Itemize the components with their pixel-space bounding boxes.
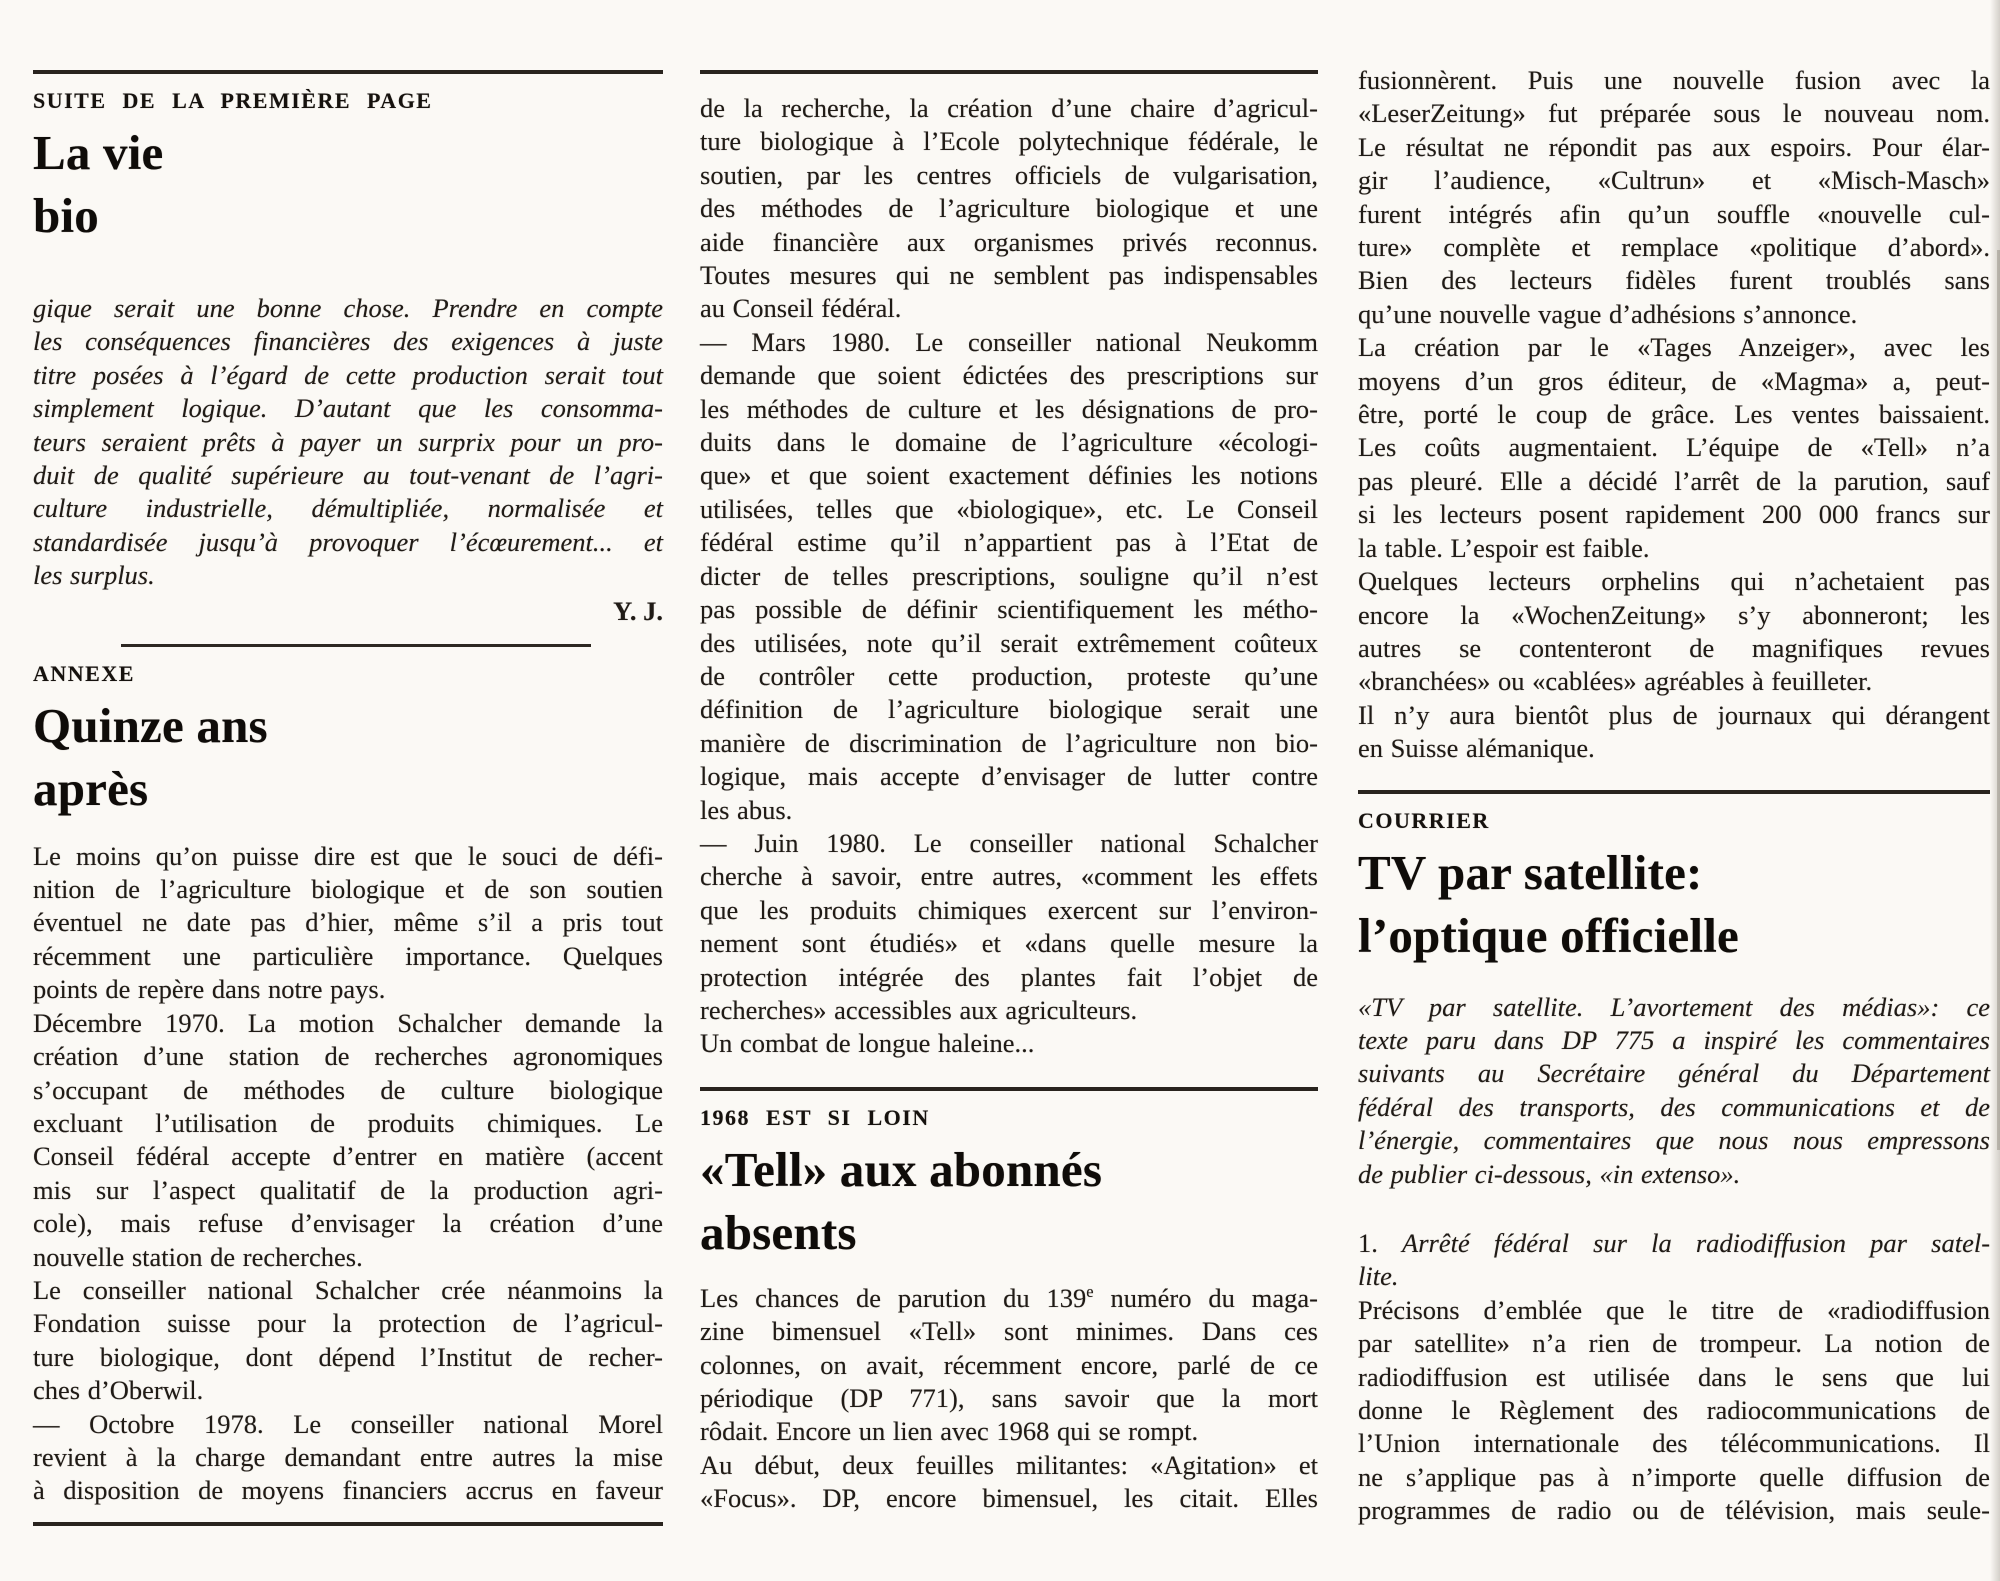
text-line: protection intégrée des plantes fait l’objet de <box>700 961 1318 992</box>
text-line: Un combat de longue haleine... <box>700 1028 1035 1059</box>
text-line: moyens d’un gros éditeur, de «Magma» a, peut- <box>1358 365 1990 396</box>
article-headline <box>1358 841 1990 967</box>
text-line: soutien, par les centres officiels de vulgarisation, <box>700 159 1318 190</box>
text-line: programmes de radio ou de télévision, mais seule- <box>1358 1495 1990 1526</box>
text-line: «TV par satellite. L’avortement des médias»: ce <box>1358 991 1990 1022</box>
superscript-text: e <box>1086 1281 1094 1301</box>
text-line: des méthodes de l’agriculture biologique et une <box>700 193 1318 224</box>
section-kicker: COURRIER <box>1358 807 1490 833</box>
text-line <box>1358 1260 1990 1293</box>
text-line: que les produits chimiques exercent sur l’environ- <box>700 894 1318 925</box>
text-line: manière de discrimination de l’agriculture non bio- <box>700 727 1318 758</box>
separator-rule <box>1358 790 1990 794</box>
scan-edge-artifact <box>1990 0 2000 1581</box>
text-line: s’occupant de méthodes de culture biologique <box>33 1074 663 1105</box>
text-line: donne le Règlement des radiocommunications de <box>1358 1395 1990 1425</box>
text-segment: Les chances de parution du 139 <box>700 1282 1087 1313</box>
text-line: excluant l’utilisation de produits chimiques. Le <box>33 1107 663 1138</box>
lead-italic-text <box>33 292 663 593</box>
text-line: Bien des lecteurs fidèles furent troublés sans <box>1358 265 1990 296</box>
headline-line: Quinze ans <box>33 697 268 753</box>
text-line: de publier ci-dessous, «in extenso». <box>1358 1158 1741 1189</box>
text-line: Les coûts augmentaient. L’équipe de «Tell» n’a <box>1358 432 1990 463</box>
text-line: zine bimensuel «Tell» sont minimes. Dans ces <box>700 1316 1318 1347</box>
text-segment: numéro du maga- <box>1093 1282 1318 1313</box>
text-line: que» et que soient exactement définies les notions <box>700 460 1318 491</box>
section-kicker: SUITE DE LA PREMIÈRE PAGE <box>33 88 433 113</box>
text-line: Le moins qu’on puisse dire est que le souci de défi- <box>33 840 663 871</box>
text-line: fusionnèrent. Puis une nouvelle fusion avec la <box>1358 65 1990 95</box>
text-line: ches d’Oberwil. <box>33 1375 204 1406</box>
headline-line: «Tell» aux abonnés <box>700 1141 1103 1197</box>
text-line: les abus. <box>700 794 793 825</box>
body-text <box>700 92 1318 1061</box>
column-middle <box>700 0 1318 1516</box>
text-line: radiodiffusion est utilisée dans le sens que lui <box>1358 1361 1990 1392</box>
text-line: si les lecteurs posent rapidement 200 000 francs sur <box>1358 499 1990 530</box>
text-line: fédéral estime qu’il n’appartient pas à l’Etat de <box>700 527 1318 558</box>
text-line: nition de l’agriculture biologique et de son soutien <box>33 874 663 905</box>
text-line: la table. L’espoir est faible. <box>1358 532 1650 563</box>
author-signature: Y. J. <box>613 595 663 626</box>
text-line: au Conseil fédéral. <box>700 293 902 324</box>
text-line: Précisons d’emblée que le titre de «radiodiffusion <box>1358 1294 1990 1325</box>
headline-line: TV par satellite: <box>1358 844 1703 900</box>
text-line: teurs seraient prêts à payer un surprix pour un pro- <box>33 426 663 457</box>
text-line: Quelques lecteurs orphelins qui n’achetaient pas <box>1358 566 1990 597</box>
text-line: Conseil fédéral accepte d’entrer en matière (accent <box>33 1141 663 1172</box>
text-line: nouvelle station de recherches. <box>33 1241 363 1272</box>
body-text <box>33 840 663 1508</box>
text-line: rôdait. Encore un lien avec 1968 qui se rompt. <box>700 1416 1199 1447</box>
article-headline <box>33 694 663 820</box>
text-line: les surplus. <box>33 560 155 591</box>
text-line: — Juin 1980. Le conseiller national Schalcher <box>700 827 1318 858</box>
headline-line: La vie <box>33 125 164 180</box>
column-left <box>33 0 663 1526</box>
text-line: revient à la charge demandant entre autres la mise <box>33 1441 663 1472</box>
text-line: ture biologique à l’Ecole polytechnique fédérale, le <box>700 126 1318 157</box>
text-line: demande que soient édictées des prescriptions sur <box>700 360 1318 391</box>
text-line: gique serait une bonne chose. Prendre en compte <box>33 293 663 323</box>
text-line: par satellite» n’a rien de trompeur. La notion de <box>1358 1328 1990 1359</box>
text-line: création d’une station de recherches agronomiques <box>33 1041 663 1072</box>
separator-rule <box>121 644 591 647</box>
text-line: les conséquences financières des exigences à juste <box>33 326 663 357</box>
italic-text-segment: lite. <box>1358 1261 1399 1292</box>
text-line: mis sur l’aspect qualitatif de la production agri- <box>33 1174 663 1205</box>
text-line: Le résultat ne répondit pas aux espoirs. Pour élar- <box>1358 131 1990 162</box>
text-line: ture biologique, dont dépend l’Institut de recher- <box>33 1341 663 1372</box>
text-line: furent intégrés afin qu’un souffle «nouvelle cul- <box>1358 198 1990 229</box>
text-line: ture» complète et remplace «politique d’abord». <box>1358 232 1990 263</box>
headline-line: bio <box>33 188 99 243</box>
text-line: titre posées à l’égard de cette production serait tout <box>33 359 663 390</box>
text-segment: 1. <box>1358 1227 1403 1258</box>
text-line: de la recherche, la création d’une chaire d’agricul- <box>700 93 1318 123</box>
text-line: l’Union internationale des télécommunications. Il <box>1358 1428 1990 1459</box>
headline-line: absents <box>700 1204 857 1260</box>
section-kicker: 1968 EST SI LOIN <box>700 1104 930 1130</box>
text-line: autres se contenteront de magnifiques revues <box>1358 632 1990 663</box>
text-line: duits dans le domaine de l’agriculture «écologi- <box>700 427 1318 458</box>
text-line: en Suisse alémanique. <box>1358 733 1595 764</box>
italic-text-segment: Arrêté fédéral sur la radiodiffusion par satel- <box>1402 1227 1991 1258</box>
top-rule <box>700 70 1318 74</box>
body-text <box>700 1282 1318 1516</box>
top-rule <box>33 70 663 74</box>
text-line: être, porté le coup de grâce. Les ventes baissaient. <box>1358 399 1990 430</box>
headline-line: après <box>33 760 149 816</box>
text-line: récemment une particulière importance. Quelques <box>33 940 663 971</box>
text-line: Décembre 1970. La motion Schalcher demande la <box>33 1007 663 1038</box>
text-line: standardisée jusqu’à provoquer l’écœurement... et <box>33 526 663 557</box>
text-line: simplement logique. D’autant que les consomma- <box>33 393 663 424</box>
text-line: à disposition de moyens financiers accrus en faveur <box>33 1475 663 1506</box>
text-line: l’énergie, commentaires que nous nous empressons <box>1358 1125 1990 1156</box>
text-line: logique, mais accepte d’envisager de lutter contre <box>700 761 1318 792</box>
text-line: des utilisées, note qu’il serait extrêmement coûteux <box>700 627 1318 658</box>
article-headline <box>700 1138 1318 1264</box>
text-line: de contrôler cette production, proteste qu’une <box>700 660 1318 691</box>
body-text <box>1358 1227 1990 1528</box>
text-line: définition de l’agriculture biologique serait une <box>700 694 1318 725</box>
text-line: «LeserZeitung» fut préparée sous le nouveau nom. <box>1358 98 1990 129</box>
text-line: éventuel ne date pas d’hier, même s’il a pris tout <box>33 907 663 938</box>
text-line: périodique (DP 771), sans savoir que la mort <box>700 1383 1318 1413</box>
headline-line: l’optique officielle <box>1358 907 1739 963</box>
text-line <box>700 1282 1318 1315</box>
text-line: Toutes mesures qui ne semblent pas indispensables <box>700 260 1318 291</box>
text-line: cole), mais refuse d’envisager la création d’une <box>33 1208 663 1239</box>
text-line: aide financière aux organismes privés reconnus. <box>700 226 1318 257</box>
text-line: texte paru dans DP 775 a inspiré les commentaires <box>1358 1024 1990 1055</box>
bottom-rule <box>33 1522 663 1526</box>
text-line: dicter de telles prescriptions, souligne qu’il n’est <box>700 560 1318 591</box>
text-line: pas pleuré. Elle a décidé l’arrêt de la parution, sauf <box>1358 465 1990 496</box>
section-kicker: ANNEXE <box>33 660 135 686</box>
text-line <box>1358 1227 1990 1260</box>
article-headline <box>33 121 663 247</box>
text-line: Il n’y aura bientôt plus de journaux qui dérangent <box>1358 699 1990 730</box>
text-line: Au début, deux feuilles militantes: «Agitation» et <box>700 1449 1318 1480</box>
text-line: recherches» accessibles aux agriculteurs. <box>700 994 1138 1025</box>
text-line: Fondation suisse pour la protection de l’agricul- <box>33 1308 663 1339</box>
text-line: nement sont étudiés» et «dans quelle mesure la <box>700 928 1318 959</box>
text-line: pas possible de définir scientifiquement les métho- <box>700 594 1318 625</box>
text-line: ne s’applique pas à n’importe quelle diffusion de <box>1358 1461 1990 1492</box>
separator-rule <box>700 1087 1318 1091</box>
text-line: Le conseiller national Schalcher crée néanmoins la <box>33 1274 663 1305</box>
text-line: «branchées» ou «cablées» agréables à feuilleter. <box>1358 666 1873 697</box>
text-line: La création par le «Tages Anzeiger», avec les <box>1358 332 1990 363</box>
lead-italic-text <box>1358 991 1990 1191</box>
text-line: culture industrielle, démultipliée, normalisée et <box>33 493 663 524</box>
text-line: colonnes, on avait, récemment encore, parlé de ce <box>700 1349 1318 1380</box>
text-line: gir l’audience, «Cultrun» et «Misch-Masch» <box>1358 165 1990 196</box>
column-right <box>1358 0 1990 1528</box>
text-line: utilisées, telles que «biologique», etc. Le Conseil <box>700 493 1318 524</box>
text-line: suivants au Secrétaire général du Département <box>1358 1058 1990 1089</box>
text-line: les méthodes de culture et les désignations de pro- <box>700 393 1318 424</box>
text-line: — Octobre 1978. Le conseiller national Morel <box>33 1408 663 1439</box>
text-line: fédéral des transports, des communications et de <box>1358 1091 1990 1122</box>
text-line: encore la «WochenZeitung» s’y abonneront; les <box>1358 599 1990 630</box>
text-line: cherche à savoir, entre autres, «comment les effets <box>700 861 1318 892</box>
text-line: points de repère dans notre pays. <box>33 974 386 1005</box>
text-line: duit de qualité supérieure au tout-venant de l’agri- <box>33 460 663 491</box>
text-line: «Focus». DP, encore bimensuel, les citait. Elles <box>700 1483 1318 1514</box>
text-line: qu’une nouvelle vague d’adhésions s’annonce. <box>1358 298 1858 329</box>
text-line: — Mars 1980. Le conseiller national Neukomm <box>700 326 1318 357</box>
body-text <box>1358 64 1990 766</box>
